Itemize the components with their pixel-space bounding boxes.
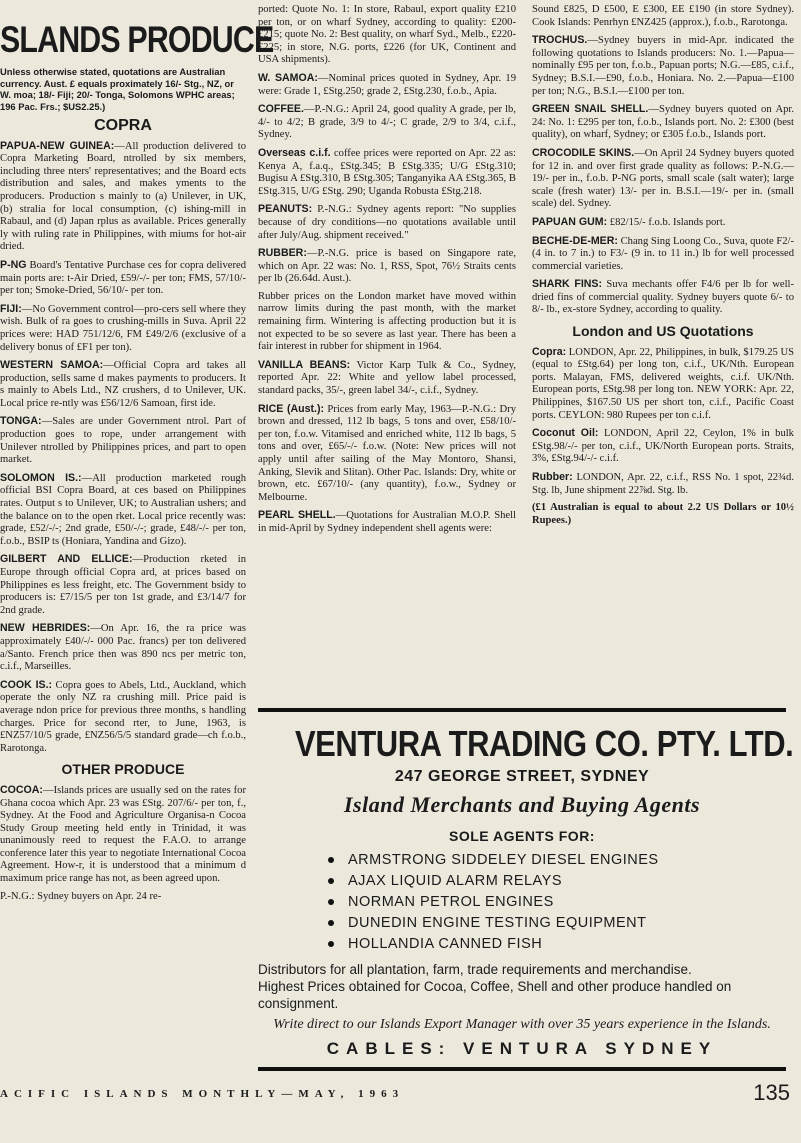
ad-agency-item bbox=[328, 850, 786, 871]
col2-entry bbox=[258, 291, 516, 354]
ad-address: 247 GEORGE STREET, SYDNEY bbox=[394, 768, 650, 785]
masthead-title: SLANDS PRODUCE bbox=[0, 19, 274, 60]
entry-text: —All production delivered to Copra Marketing Board, ntrolled by six members, including three nters' representatives; and the Board ects distribution and sales, and makes yments to the producers. Production s mainly to (a) Unilever, in UK, (b) stralia for local consumption, (c) ishing-mill in Rabaul, and (d) Japan rplus as available. Prices generally ly with ruling rate in Philippines, with miums for hot-air dried. bbox=[0, 140, 247, 253]
entry-lead: TROCHUS. bbox=[532, 34, 588, 47]
ad-company-name: VENTURA TRADING CO. PTY. LTD. bbox=[294, 723, 794, 764]
col3-entry bbox=[532, 235, 794, 274]
col2-entry bbox=[258, 103, 516, 142]
entry-text: —Sydney buyers in mid-Apr. indicated the following quotations to Islands producers: No. 1.—Papua—nominally £95 per ton, f.o.b., Papuan ports; N.G.—£85, c.i.f., Sydney; B.S.I.—£90, f.o.b., Honiara. No. 2.—Papua—£100 per ton; N.G., B.S.I.—£100 per ton. bbox=[532, 35, 794, 97]
entry-lead: PEARL SHELL. bbox=[258, 509, 336, 522]
entry-text: —Official Copra ard takes all production, sells same d makes payments to producers. It s mainly to Abels Ltd., NZ crushers, d to Unilever, UK. Local price re-ntly was £56/12/6 Samoan, first ide. bbox=[0, 360, 246, 409]
copra-entry bbox=[0, 553, 246, 617]
entry-lead: BECHE-DE-MER: bbox=[532, 234, 618, 247]
ad-cables: CABLES: VENTURA SYDNEY bbox=[326, 1039, 718, 1058]
column-left bbox=[0, 19, 274, 908]
entry-lead: RICE (Aust.): bbox=[258, 402, 325, 415]
entry-lead: COFFEE. bbox=[258, 103, 304, 116]
ad-agency-item bbox=[328, 913, 786, 934]
bullet-icon bbox=[328, 899, 334, 905]
entry-text: Sound £825, D £500, E £300, EE £190 (in store Sydney). Cook Islands: Penrhyn £NZ425 (approx.), f.o.b., Rarotonga. bbox=[532, 4, 794, 28]
entry-text: —Nominal prices quoted in Sydney, Apr. 19 were: Grade 1, £Stg.250; grade 2, £Stg.230, f.o.b., Apia. bbox=[258, 72, 516, 97]
page-number: 135 bbox=[753, 1080, 790, 1105]
ad-agency-item bbox=[328, 934, 786, 955]
other-produce-heading: OTHER PRODUCE bbox=[61, 761, 185, 778]
london-entry bbox=[532, 427, 794, 466]
entry-lead: GILBERT AND ELLICE: bbox=[0, 553, 133, 566]
copra-entry bbox=[0, 259, 246, 298]
copra-entry bbox=[0, 472, 246, 549]
entry-lead: PAPUA-NEW GUINEA: bbox=[0, 139, 115, 152]
column-middle bbox=[258, 4, 516, 541]
middle-entries bbox=[258, 4, 516, 536]
cocoa-text: —Islands prices are usually sed on the rates for Ghana cocoa which Apr. 23 was £Stg. 207/6/- per ton, f., Sydney. At the Food and Agriculture Organisa-n Cocoa Study Group meeting held ently in Trinidad, it was unanimously reed to request the F.A.O. to arrange conference later this year to negotiate International Cocoa Agreement. How-r, it is understood that a minimum d maximum price range has not, as been agreed upon. bbox=[0, 784, 246, 885]
entry-lead: W. SAMOA: bbox=[258, 71, 318, 84]
entry-text: LONDON, Apr. 22, c.i.f., RSS No. 1 spot, 22¾d. Stg. lb, June shipment 22⅞d. Stg. lb. bbox=[532, 472, 794, 496]
col2-entry bbox=[258, 4, 516, 67]
col2-entry bbox=[258, 72, 516, 98]
ad-agency-label: AJAX LIQUID ALARM RELAYS bbox=[348, 873, 562, 889]
london-entry bbox=[532, 346, 794, 423]
col3-entry bbox=[532, 147, 794, 211]
cocoa-lead: COCOA: bbox=[0, 783, 43, 796]
entry-text: LONDON, April 22, Ceylon, 1% in bulk £Stg.98/-/- per ton, c.i.f., UK/North European ports. Straits, 3%, £Stg.94/-/- c.i.f. bbox=[532, 428, 794, 465]
cocoa-png-entry: P.-N.G.: Sydney buyers on Apr. 24 re- bbox=[0, 890, 162, 902]
ad-write-direct: Write direct to our Islands Export Manager with over 35 years experience in the Islands. bbox=[273, 1017, 771, 1032]
col2-entry bbox=[258, 403, 516, 505]
col2-entry bbox=[258, 203, 516, 242]
london-entries bbox=[532, 346, 794, 498]
entry-lead: PAPUAN GUM: bbox=[532, 215, 608, 228]
copra-entry bbox=[0, 415, 246, 466]
entry-text: Suva mechants offer F4/6 per lb for well-dried fins of commercial quality. Sydney buyers quote 6/- to 8/- lb., ex-store Sydney, according to quality. bbox=[532, 279, 794, 316]
ad-top-rule bbox=[258, 708, 786, 712]
entry-lead: P-NG bbox=[0, 258, 27, 271]
entry-text: LONDON, Apr. 22, Philippines, in bulk, $179.25 US (equal to £Stg.64) per long ton, c.i.f., UK/Nth. European ports. Malayan, FMS, delivered weights, c.i.f. UK/Nth. European ports, £Stg.98 per long ton. NEW YORK: Apr. 22, Philippines, $167.50 US per short ton, c.i.f., Pacific Coast ports. CEYLON: 980 Rupees per ton c.i.f. bbox=[532, 346, 794, 421]
bullet-icon bbox=[328, 920, 334, 926]
entry-text: —All production marketed rough official BSI Copra Board, at ces based on Philippines rates. Output s to Unilever, UK; to Australian ushers; and the balance on to the open rket. Local price recently was: grade, £52/-/-; 2nd grade, £50/-/-; grade, £48/-/- per ton, f.o.b., BSIP ts (Honiara, Yandina and Gizo). bbox=[0, 472, 246, 547]
entry-lead: Copra: bbox=[532, 345, 567, 358]
ad-agency-label: DUNEDIN ENGINE TESTING EQUIPMENT bbox=[348, 915, 647, 931]
entry-text: £82/15/- f.o.b. Islands port. bbox=[607, 216, 726, 228]
col2-entry bbox=[258, 359, 516, 398]
entry-text: —P.-N.G. price is based on Singapore rate, which on Apr. 22 was: No. 1, RSS, Spot, 76½ Straits cents per lb (26.64d. Aust.). bbox=[258, 248, 516, 285]
entry-lead: VANILLA BEANS: bbox=[258, 358, 351, 371]
entry-text: —Sales are under Government ntrol. Part of production goes to rope, under arrangement with Unilever ntrolled by Philippines prices, and part to open market. bbox=[0, 416, 246, 466]
entry-text: —No Government control—pro-cers sell where they wish. Bulk of ra goes to crushing-mills in Suva. April 22 prices were: HAD 751/12/6, FM £49/2/6 (exclusive of a delivery bonus of £F1 per ton). bbox=[0, 303, 246, 353]
entry-text: ported: Quote No. 1: In store, Rabaul, export quality £210 per ton, or on wharf Sydney, according to quality: £200-£215; quote No. 2: Best quality, on wharf Syd., Melb., £220-£225; in store, N.G. ports, £226 (for UK, Continent and USA shipments). bbox=[258, 4, 516, 66]
bullet-icon bbox=[328, 941, 334, 947]
ad-agency-item bbox=[328, 871, 786, 892]
ad-distributors: Distributors for all plantation, farm, trade requirements and merchandise. bbox=[258, 962, 692, 977]
ad-agency-label: ARMSTRONG SIDDELEY DIESEL ENGINES bbox=[348, 852, 659, 868]
entry-text: Victor Karp Tulk & Co., Sydney, reported Apr. 22: White and yellow label processed, standard packs, 35/-, green label 34/-, c.i.f., Sydney. bbox=[258, 359, 517, 397]
entry-lead: Overseas c.i.f. bbox=[258, 146, 331, 159]
copra-entry bbox=[0, 303, 246, 354]
entry-text: —Sydney buyers quoted on Apr. 24: No. 1: £295 per ton, f.o.b., Islands port. No. 2: £300 (best quality), on wharf, Sydney; or £305 f.o.b., Islands port. bbox=[532, 104, 794, 141]
entry-lead: SOLOMON IS.: bbox=[0, 471, 82, 484]
entry-text: Copra goes to Abels, Ltd., Auckland, which operate the only NZ ra crushing mill. Price paid is average ndon price for previous three months, s handling charges. Price for second rter, to June, 1963, is £NZ57/10/5 grade, £NZ56/5/5 standard grade—ch f.o.b., Rarotonga. bbox=[0, 679, 246, 754]
ad-agency-label: NORMAN PETROL ENGINES bbox=[348, 894, 554, 910]
entry-text: —Production rketed in Europe through official Copra ard, at prices based on Philippines es less freight, etc. The Government bsidy to producers is: £7/15/5 per ton 1st grade, and £3/14/7 for 2nd grade. bbox=[0, 554, 246, 616]
entry-lead: WESTERN SAMOA: bbox=[0, 359, 104, 372]
entry-text: P.-N.G.: Sydney agents report: "No supplies because of dry conditions—no quotations available until after July/Aug. shipment received." bbox=[258, 204, 516, 241]
ad-agency-item bbox=[328, 892, 786, 913]
entry-text: —On Apr. 16, the ra price was approximately £40/-/- 000 Pac. francs) per ton delivered a/Santo. French price then was 890 ncs per metric ton, c.i.f., Marseilles. bbox=[0, 623, 246, 673]
entry-text: —On April 24 Sydney buyers quoted for 12 in. and over first grade quality as follows: P.-N.G.—19/- per in., f.o.b. P-NG ports, small scale (salt water); large scale (fresh water) 13/- per in. B.S.I.—19/- per in. (small scale) del. Sydney. bbox=[532, 147, 794, 210]
ad-agency-label: HOLLANDIA CANNED FISH bbox=[348, 936, 543, 952]
entry-text: Rubber prices on the London market have moved within narrow limits during the past month, with the market remaining firm. Wintering is affecting production but it is not expected to be so severe as last year. There has been a fair interest in rubber for shipment in 1964. bbox=[258, 290, 516, 353]
copra-heading: COPRA bbox=[94, 117, 152, 134]
copra-entries bbox=[0, 140, 246, 756]
ventura-advertisement bbox=[258, 708, 794, 1063]
entry-text: —Quotations for Australian M.O.P. Shell in mid-April by Sydney independent shell agents were: bbox=[258, 510, 516, 534]
ad-sole-agents-heading: SOLE AGENTS FOR: bbox=[449, 828, 595, 844]
copra-entry bbox=[0, 679, 246, 756]
london-heading: London and US Quotations bbox=[572, 323, 754, 340]
col2-entry bbox=[258, 509, 516, 535]
entry-lead: TONGA: bbox=[0, 415, 42, 428]
col2-entry bbox=[258, 147, 516, 198]
col3-entry bbox=[532, 103, 794, 142]
entry-lead: FIJI: bbox=[0, 302, 22, 315]
publication-line: ACIFIC ISLANDS MONTHLY—MAY, 1963 bbox=[0, 1088, 405, 1100]
entry-text: Board's Tentative Purchase ces for copra delivered main ports are: t-Air Dried, £59/-/- per ton; FMS, 57/10/- per ton; Smoke-Dried, 56/10/- per ton. bbox=[0, 259, 246, 297]
entry-lead: PEANUTS: bbox=[258, 203, 313, 216]
ad-agencies-list bbox=[328, 850, 786, 955]
entry-lead: RUBBER: bbox=[258, 247, 307, 260]
entry-lead: NEW HEBRIDES: bbox=[0, 622, 91, 635]
col2-entry bbox=[258, 247, 516, 286]
col3-entry bbox=[532, 278, 794, 317]
entry-text: Chang Sing Loong Co., Suva, quote F2/- (4 in. to 7 in.) to F3/- (9 in. to 11 in.) lb for well processed commercial varieties. bbox=[532, 235, 794, 272]
entry-lead: GREEN SNAIL SHELL. bbox=[532, 103, 649, 116]
entry-lead: Rubber: bbox=[532, 471, 573, 483]
page-footer bbox=[0, 1080, 790, 1110]
currency-note: Unless otherwise stated, quotations are Australian currency. Aust. £ equals proximately 16/- Stg., NZ, or W. moa; 18/- Fiji; 20/- Tonga, Solomons WPHC areas; 196 Pac. Frs.; $US2.25.) bbox=[0, 66, 235, 112]
exchange-note: (£1 Australian is equal to about 2.2 US Dollars or 10½ Rupees.) bbox=[532, 502, 794, 526]
col3-entry bbox=[532, 4, 794, 29]
copra-entry bbox=[0, 359, 246, 410]
copra-entry bbox=[0, 622, 246, 673]
copra-entry bbox=[0, 140, 246, 254]
london-entry bbox=[532, 471, 794, 497]
entry-lead: COOK IS.: bbox=[0, 678, 53, 691]
ad-tagline: Island Merchants and Buying Agents bbox=[343, 792, 701, 817]
entry-text: —P.-N.G.: April 24, good quality A grade, per lb, 4/- to 4/2; B grade, 3/9 to 4/-; C grade, 2/9 to 3/4, c.i.f., Sydney. bbox=[258, 104, 516, 141]
col3-entry bbox=[532, 34, 794, 98]
bullet-icon bbox=[328, 878, 334, 884]
entry-text: coffee prices were reported on Apr. 22 as: Kenya A, f.a.q., £Stg.345; B £Stg.335; U/G £Stg.310; Bugisu A £Stg.310, B £Stg.305; Tanganyika AA £Stg.365, B £Stg.315, U/G £Stg. 290; Uganda Robusta £Stg.218. bbox=[258, 147, 516, 197]
entry-lead: CROCODILE SKINS. bbox=[532, 146, 635, 159]
ad-highest-prices: Highest Prices obtained for Cocoa, Coffee, Shell and other produce handled on consignment. bbox=[258, 979, 732, 1011]
right-entries bbox=[532, 4, 794, 317]
ad-bottom-rule bbox=[258, 1067, 786, 1071]
column-right bbox=[532, 4, 794, 532]
col3-entry bbox=[532, 216, 794, 230]
entry-lead: Coconut Oil: bbox=[532, 427, 599, 440]
bullet-icon bbox=[328, 857, 334, 863]
entry-text: Prices from early May, 1963—P.-N.G.: Dry brown and dressed, 112 lb bags, 5 tons and over, £58/10/- per ton, f.o.w. Vitamised and enriched white, 112 lb bags, 5 tons and over, £65/-/- f.o.w. (Note: New prices will not apply until after sailing of the May Montoro, Shansi, Anking, Slevik and Slitan). Other Pac. Islands: Dry, white or brown, etc. £67/10/- (any quantity), f.o.w., Sydney or Melbourne. bbox=[258, 403, 516, 503]
cocoa-entry bbox=[0, 784, 246, 886]
entry-lead: SHARK FINS: bbox=[532, 278, 603, 291]
